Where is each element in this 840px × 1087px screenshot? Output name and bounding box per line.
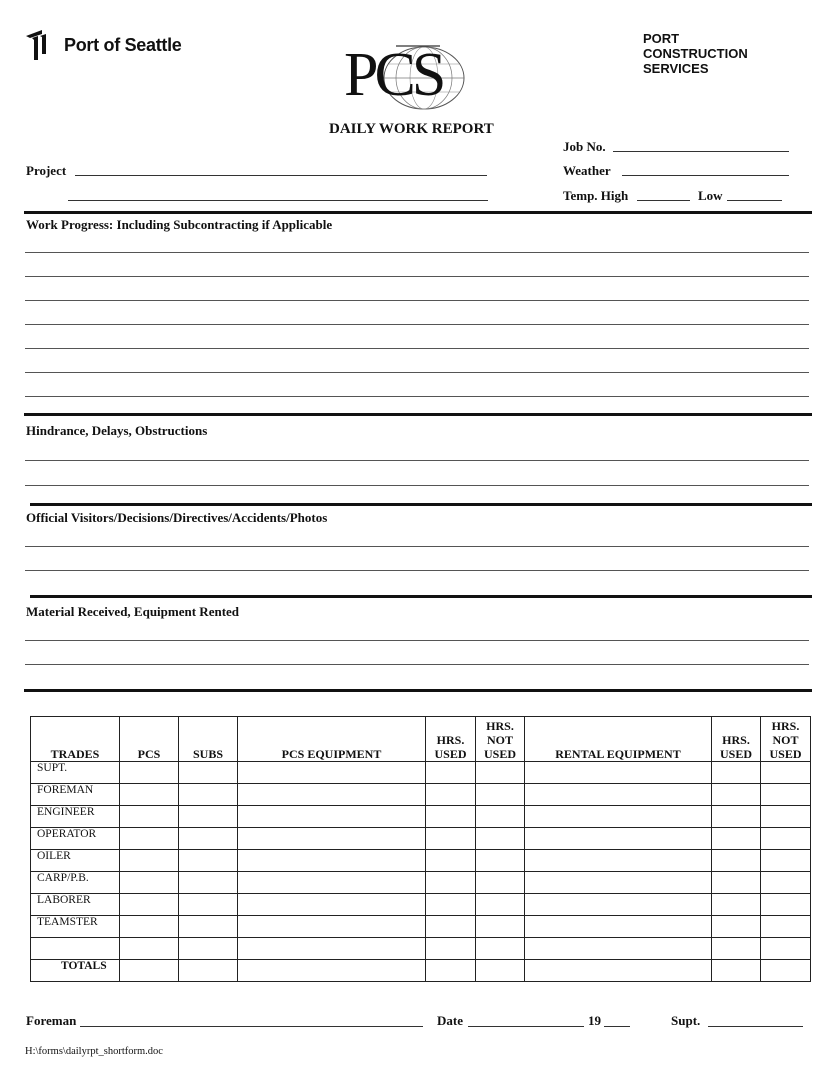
pcs-cell[interactable] [120, 806, 179, 828]
year-field[interactable] [604, 1026, 630, 1027]
hindrance-line[interactable] [25, 485, 809, 486]
pcs-cell[interactable] [120, 960, 179, 982]
section-title-work-progress: Work Progress: Including Subcontracting if Applicable [26, 217, 333, 232]
rental-hrs-used-cell[interactable] [712, 938, 761, 960]
hrs-not-used-cell[interactable] [476, 762, 525, 784]
pcs-equipment-cell[interactable] [238, 850, 426, 872]
header-hrs-not-used [476, 717, 525, 762]
pcs-equipment-cell[interactable] [238, 872, 426, 894]
weather-field[interactable] [622, 175, 789, 176]
rental-hrs-used-cell[interactable] [712, 916, 761, 938]
table-row [31, 894, 811, 916]
trade-name: TEAMSTER [31, 916, 120, 938]
rental-hrs-used-cell[interactable] [712, 784, 761, 806]
header-hrs-used [426, 717, 476, 762]
rental-equipment-cell[interactable] [525, 828, 712, 850]
subs-cell[interactable] [179, 872, 238, 894]
subs-cell[interactable] [179, 938, 238, 960]
section-divider [30, 595, 812, 598]
rental-hrs-not-used-cell[interactable] [761, 850, 811, 872]
header-rental-hrs-not-used-line: USED [769, 747, 802, 761]
pcs-equipment-cell[interactable] [238, 938, 426, 960]
temp-high-field[interactable] [637, 200, 690, 201]
port-of-seattle-logo-text: Port of Seattle [64, 34, 182, 55]
rental-equipment-cell[interactable] [525, 784, 712, 806]
table-row [31, 784, 811, 806]
hrs-used-cell[interactable] [426, 960, 476, 982]
header-hrs-not-used-line: NOT [486, 733, 513, 747]
rental-equipment-cell[interactable] [525, 850, 712, 872]
hrs-not-used-cell[interactable] [476, 916, 525, 938]
header-trades: TRADES [31, 717, 120, 762]
temp-low-label: Low [698, 188, 723, 203]
rental-hrs-used-cell[interactable] [712, 762, 761, 784]
rental-hrs-not-used-cell[interactable] [761, 806, 811, 828]
header-rental-hrs-not-used-line: NOT [772, 733, 799, 747]
section-divider [24, 413, 812, 416]
rental-hrs-not-used-cell[interactable] [761, 762, 811, 784]
work-progress-line[interactable] [25, 276, 809, 277]
pcs-cell[interactable] [120, 916, 179, 938]
rental-equipment-cell[interactable] [525, 916, 712, 938]
pcs-equipment-cell[interactable] [238, 784, 426, 806]
year-prefix: 19 [588, 1013, 601, 1028]
rental-equipment-cell[interactable] [525, 938, 712, 960]
supt-field[interactable] [708, 1026, 803, 1027]
subs-cell[interactable] [179, 960, 238, 982]
header-rental-hrs-not-used [761, 717, 811, 762]
totals-row [31, 960, 811, 982]
work-progress-line[interactable] [25, 252, 809, 253]
header-hrs-used-line: HRS. [436, 733, 465, 747]
rental-hrs-used-cell[interactable] [712, 806, 761, 828]
pcs-cell[interactable] [120, 828, 179, 850]
subs-cell[interactable] [179, 916, 238, 938]
trade-name [31, 938, 120, 960]
job-no-field[interactable] [613, 151, 789, 152]
rental-hrs-not-used-cell[interactable] [761, 938, 811, 960]
header-hrs-used-line: USED [434, 747, 467, 761]
rental-equipment-cell[interactable] [525, 960, 712, 982]
hrs-used-cell[interactable] [426, 916, 476, 938]
hrs-used-cell[interactable] [426, 894, 476, 916]
section-title-material-received: Material Received, Equipment Rented [26, 604, 240, 619]
material-received-line[interactable] [25, 640, 809, 641]
hindrance-line[interactable] [25, 460, 809, 461]
hrs-not-used-cell[interactable] [476, 806, 525, 828]
header-hrs-not-used-line: HRS. [486, 719, 514, 733]
hrs-used-cell[interactable] [426, 784, 476, 806]
table-row [31, 872, 811, 894]
section-divider [24, 211, 812, 214]
trade-name: ENGINEER [31, 806, 120, 828]
hrs-used-cell[interactable] [426, 872, 476, 894]
rental-hrs-not-used-cell[interactable] [761, 894, 811, 916]
pcs-logo-text: PCS [344, 41, 443, 109]
header-subs: SUBS [179, 717, 238, 762]
hrs-used-cell[interactable] [426, 828, 476, 850]
project-field-line-2[interactable] [68, 200, 488, 201]
temp-low-field[interactable] [727, 200, 782, 201]
pcs-equipment-cell[interactable] [238, 762, 426, 784]
table-row [31, 916, 811, 938]
subs-cell[interactable] [179, 762, 238, 784]
pcs-equipment-cell[interactable] [238, 828, 426, 850]
trade-name: CARP/P.B. [31, 872, 120, 894]
file-path: H:\forms\dailyrpt_shortform.doc [25, 1046, 163, 1057]
work-progress-line[interactable] [25, 372, 809, 373]
subs-cell[interactable] [179, 806, 238, 828]
rental-hrs-used-cell[interactable] [712, 850, 761, 872]
rental-hrs-used-cell[interactable] [712, 828, 761, 850]
header-rental-hrs-not-used-line: HRS. [771, 719, 800, 733]
org-name-line: CONSTRUCTION [643, 46, 748, 61]
trade-name: OILER [31, 850, 120, 872]
hrs-used-cell[interactable] [426, 938, 476, 960]
pcs-cell[interactable] [120, 762, 179, 784]
hrs-used-cell[interactable] [426, 850, 476, 872]
subs-cell[interactable] [179, 850, 238, 872]
totals-label: TOTALS [31, 960, 120, 982]
pcs-cell[interactable] [120, 784, 179, 806]
hrs-used-cell[interactable] [426, 806, 476, 828]
weather-label: Weather [563, 163, 611, 178]
table-row [31, 850, 811, 872]
rental-equipment-cell[interactable] [525, 894, 712, 916]
hrs-not-used-cell[interactable] [476, 938, 525, 960]
header-pcs: PCS [120, 717, 179, 762]
subs-cell[interactable] [179, 784, 238, 806]
pcs-cell[interactable] [120, 872, 179, 894]
port-of-seattle-logo [24, 28, 182, 62]
rental-hrs-not-used-cell[interactable] [761, 828, 811, 850]
section-divider [30, 503, 812, 506]
date-label: Date [437, 1013, 463, 1028]
trade-name: LABORER [31, 894, 120, 916]
pcs-cell[interactable] [120, 938, 179, 960]
table-header-row [31, 717, 811, 762]
header-rental-hrs-used-line: HRS. [722, 733, 750, 747]
table-row [31, 762, 811, 784]
rental-hrs-not-used-cell[interactable] [761, 872, 811, 894]
foreman-field[interactable] [80, 1026, 423, 1027]
rental-hrs-not-used-cell[interactable] [761, 916, 811, 938]
hrs-not-used-cell[interactable] [476, 894, 525, 916]
subs-cell[interactable] [179, 894, 238, 916]
hrs-not-used-cell[interactable] [476, 872, 525, 894]
material-received-line[interactable] [25, 664, 809, 665]
trades-table [30, 716, 811, 982]
section-divider [24, 689, 812, 692]
trade-name: OPERATOR [31, 828, 120, 850]
temp-high-label: Temp. High [563, 188, 629, 203]
pcs-cell[interactable] [120, 850, 179, 872]
rental-hrs-not-used-cell[interactable] [761, 784, 811, 806]
rental-equipment-cell[interactable] [525, 762, 712, 784]
hrs-not-used-cell[interactable] [476, 784, 525, 806]
pcs-logo [344, 42, 494, 112]
foreman-label: Foreman [26, 1013, 77, 1028]
pcs-equipment-cell[interactable] [238, 806, 426, 828]
work-progress-line[interactable] [25, 324, 809, 325]
header-rental-hrs-used-line: USED [719, 747, 752, 761]
hrs-not-used-cell[interactable] [476, 828, 525, 850]
table-row [31, 828, 811, 850]
section-title-hindrance: Hindrance, Delays, Obstructions [26, 423, 208, 438]
date-field[interactable] [468, 1026, 584, 1027]
project-label: Project [26, 163, 67, 178]
rental-hrs-used-cell[interactable] [712, 872, 761, 894]
table-row [31, 806, 811, 828]
pcs-equipment-cell[interactable] [238, 894, 426, 916]
section-title-official-visitors: Official Visitors/Decisions/Directives/Accidents/Photos [26, 510, 328, 525]
org-name-line: SERVICES [643, 61, 709, 76]
rental-hrs-not-used-cell[interactable] [761, 960, 811, 982]
header-rental-hrs-used [712, 717, 761, 762]
supt-label: Supt. [671, 1013, 701, 1028]
rental-hrs-used-cell[interactable] [712, 894, 761, 916]
hrs-not-used-cell[interactable] [476, 850, 525, 872]
rental-hrs-used-cell[interactable] [712, 960, 761, 982]
hrs-not-used-cell[interactable] [476, 960, 525, 982]
org-name [643, 31, 748, 76]
project-field-line-1[interactable] [75, 175, 487, 176]
job-no-label: Job No. [563, 139, 606, 154]
port-of-seattle-logo-icon [24, 28, 58, 62]
official-visitors-line[interactable] [25, 546, 809, 547]
subs-cell[interactable] [179, 828, 238, 850]
pcs-equipment-cell[interactable] [238, 916, 426, 938]
pcs-cell[interactable] [120, 894, 179, 916]
header-hrs-not-used-line: USED [483, 747, 516, 761]
report-title: DAILY WORK REPORT [329, 121, 494, 137]
trade-name: SUPT. [31, 762, 120, 784]
work-progress-line[interactable] [25, 396, 809, 397]
official-visitors-line[interactable] [25, 570, 809, 571]
trade-name: FOREMAN [31, 784, 120, 806]
org-name-line: PORT [643, 31, 680, 46]
pcs-equipment-cell[interactable] [238, 960, 426, 982]
work-progress-line[interactable] [25, 300, 809, 301]
rental-equipment-cell[interactable] [525, 806, 712, 828]
work-progress-line[interactable] [25, 348, 809, 349]
hrs-used-cell[interactable] [426, 762, 476, 784]
header-rental-equipment: RENTAL EQUIPMENT [525, 717, 712, 762]
rental-equipment-cell[interactable] [525, 872, 712, 894]
header-pcs-equipment: PCS EQUIPMENT [238, 717, 426, 762]
table-row [31, 938, 811, 960]
